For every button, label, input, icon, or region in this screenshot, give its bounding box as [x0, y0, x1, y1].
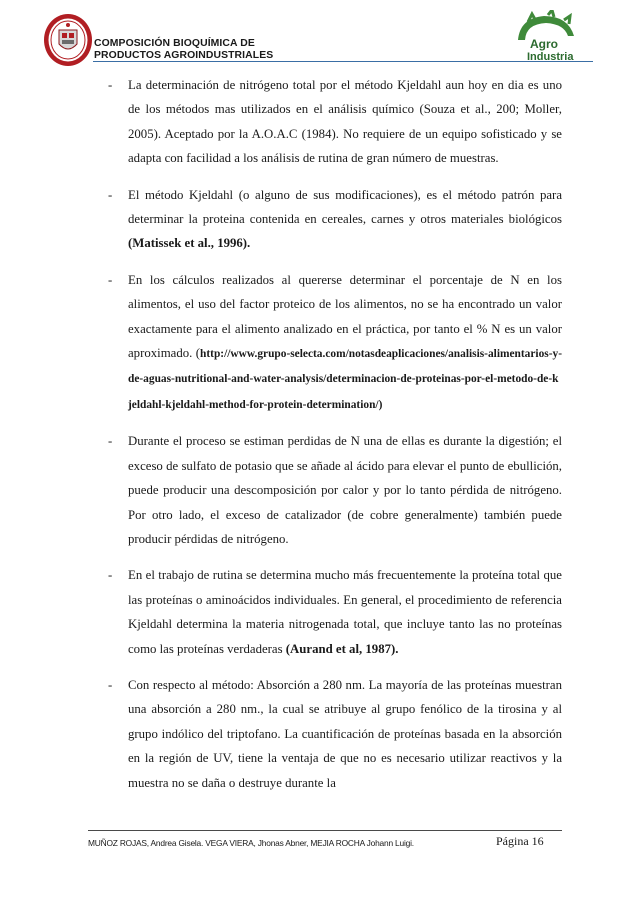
paragraph-text	[128, 183, 562, 256]
text-run: En los cálculos realizados al quererse determinar el porcentaje de N en los alimentos, el uso del factor proteico de los alimentos, no se ha encontrado un valor exactamente para el alimento analizado en el práctica, por tanto el % N es un valor aproximado. (	[128, 272, 562, 361]
university-seal-icon	[43, 12, 93, 68]
paragraph-text	[128, 563, 562, 661]
document-body	[88, 73, 562, 807]
citation: (Matissek et al., 1996).	[128, 236, 251, 251]
bullet-dash: -	[108, 272, 113, 287]
header-title-line2: PRODUCTOS AGROINDUSTRIALES	[94, 50, 274, 62]
citation: (Aurand et al, 1987).	[285, 641, 399, 656]
list-item	[88, 183, 562, 256]
footer-divider	[88, 830, 562, 831]
list-item	[88, 673, 562, 795]
logo-text-line2: Industria	[527, 51, 574, 63]
paragraph-text	[128, 673, 562, 795]
bullet-dash: -	[108, 187, 113, 202]
bullet-dash: -	[108, 677, 113, 692]
header-title-line1: COMPOSICIÓN BIOQUÍMICA DE	[94, 38, 255, 49]
page-header	[0, 0, 638, 80]
agroindustria-logo-icon	[508, 10, 584, 66]
paragraph-text	[128, 268, 562, 417]
page-number: Página 16	[496, 834, 544, 848]
list-item	[88, 429, 562, 551]
text-run: El método Kjeldahl (o alguno de sus modificaciones), es el método patrón para determinar la proteina contenida en cereales, carnes y otros materiales biológicos	[128, 187, 562, 227]
reference-url[interactable]: http://www.grupo-selecta.com/notasdeaplicaciones/analisis-alimentarios-y-de-aguas-nutritional-and-water-analysis/determinacion-de-proteinas-por-el-metodo-de-kjeldahl-kjeldahl-method-for-protein-determination/)	[128, 348, 562, 411]
paragraph-text	[128, 429, 562, 551]
text-run: En el trabajo de rutina se determina mucho más frecuentemente la proteína total que las proteínas o aminoácidos individuales. En general, el procedimiento de referencia Kjeldahl determina la materia nitrogenada total, que incluye tanto las no proteínas como las proteínas verdaderas	[128, 568, 562, 656]
bullet-dash: -	[108, 568, 113, 583]
paragraph-text	[128, 73, 562, 171]
footer-authors: MUÑOZ ROJAS, Andrea Gisela. VEGA VIERA, Jhonas Abner, MEJIA ROCHA Johann Luigi.	[88, 838, 414, 848]
list-item	[88, 73, 562, 171]
header-title	[94, 38, 273, 62]
bullet-dash: -	[108, 78, 113, 92]
bullet-dash: -	[108, 434, 113, 449]
text-run: Con respecto al método: Absorción a 280 nm. La mayoría de las proteínas muestran una absorción a 280 nm., la cual se atribuye al grupo fenólico de la tirosina y al grupo indólico del triptofano. La cuantificación de proteínas basada en la absorción en la región de UV, tiene la ventaja de que no es necesario utilizar reactivos y la muestra no se daña o destruye durante la	[128, 677, 562, 790]
logo-text-line1: Agro	[530, 37, 558, 51]
list-item	[88, 268, 562, 417]
text-run: La determinación de nitrógeno total por el método Kjeldahl aun hoy en dia es uno de los métodos mas utilizados en el análisis químico (Souza et al., 200; Moller, 2005). Aceptado por la A.O.A.C (1984). No requiere de un equipo sofisticado y se adapta con facilidad a los análisis de rutina de gran número de muestras.	[128, 78, 562, 166]
list-item	[88, 563, 562, 661]
text-run: Durante el proceso se estiman perdidas de N una de ellas es durante la digestión; el exceso de sulfato de potasio que se añade al ácido para elevar el punto de ebullición, puede producir una descomposición por calor y por lo tanto pérdida de nitrógeno. Por otro lado, el exceso de catalizador (de cobre generalmente) también puede producir pérdidas de nitrógeno.	[128, 434, 562, 546]
